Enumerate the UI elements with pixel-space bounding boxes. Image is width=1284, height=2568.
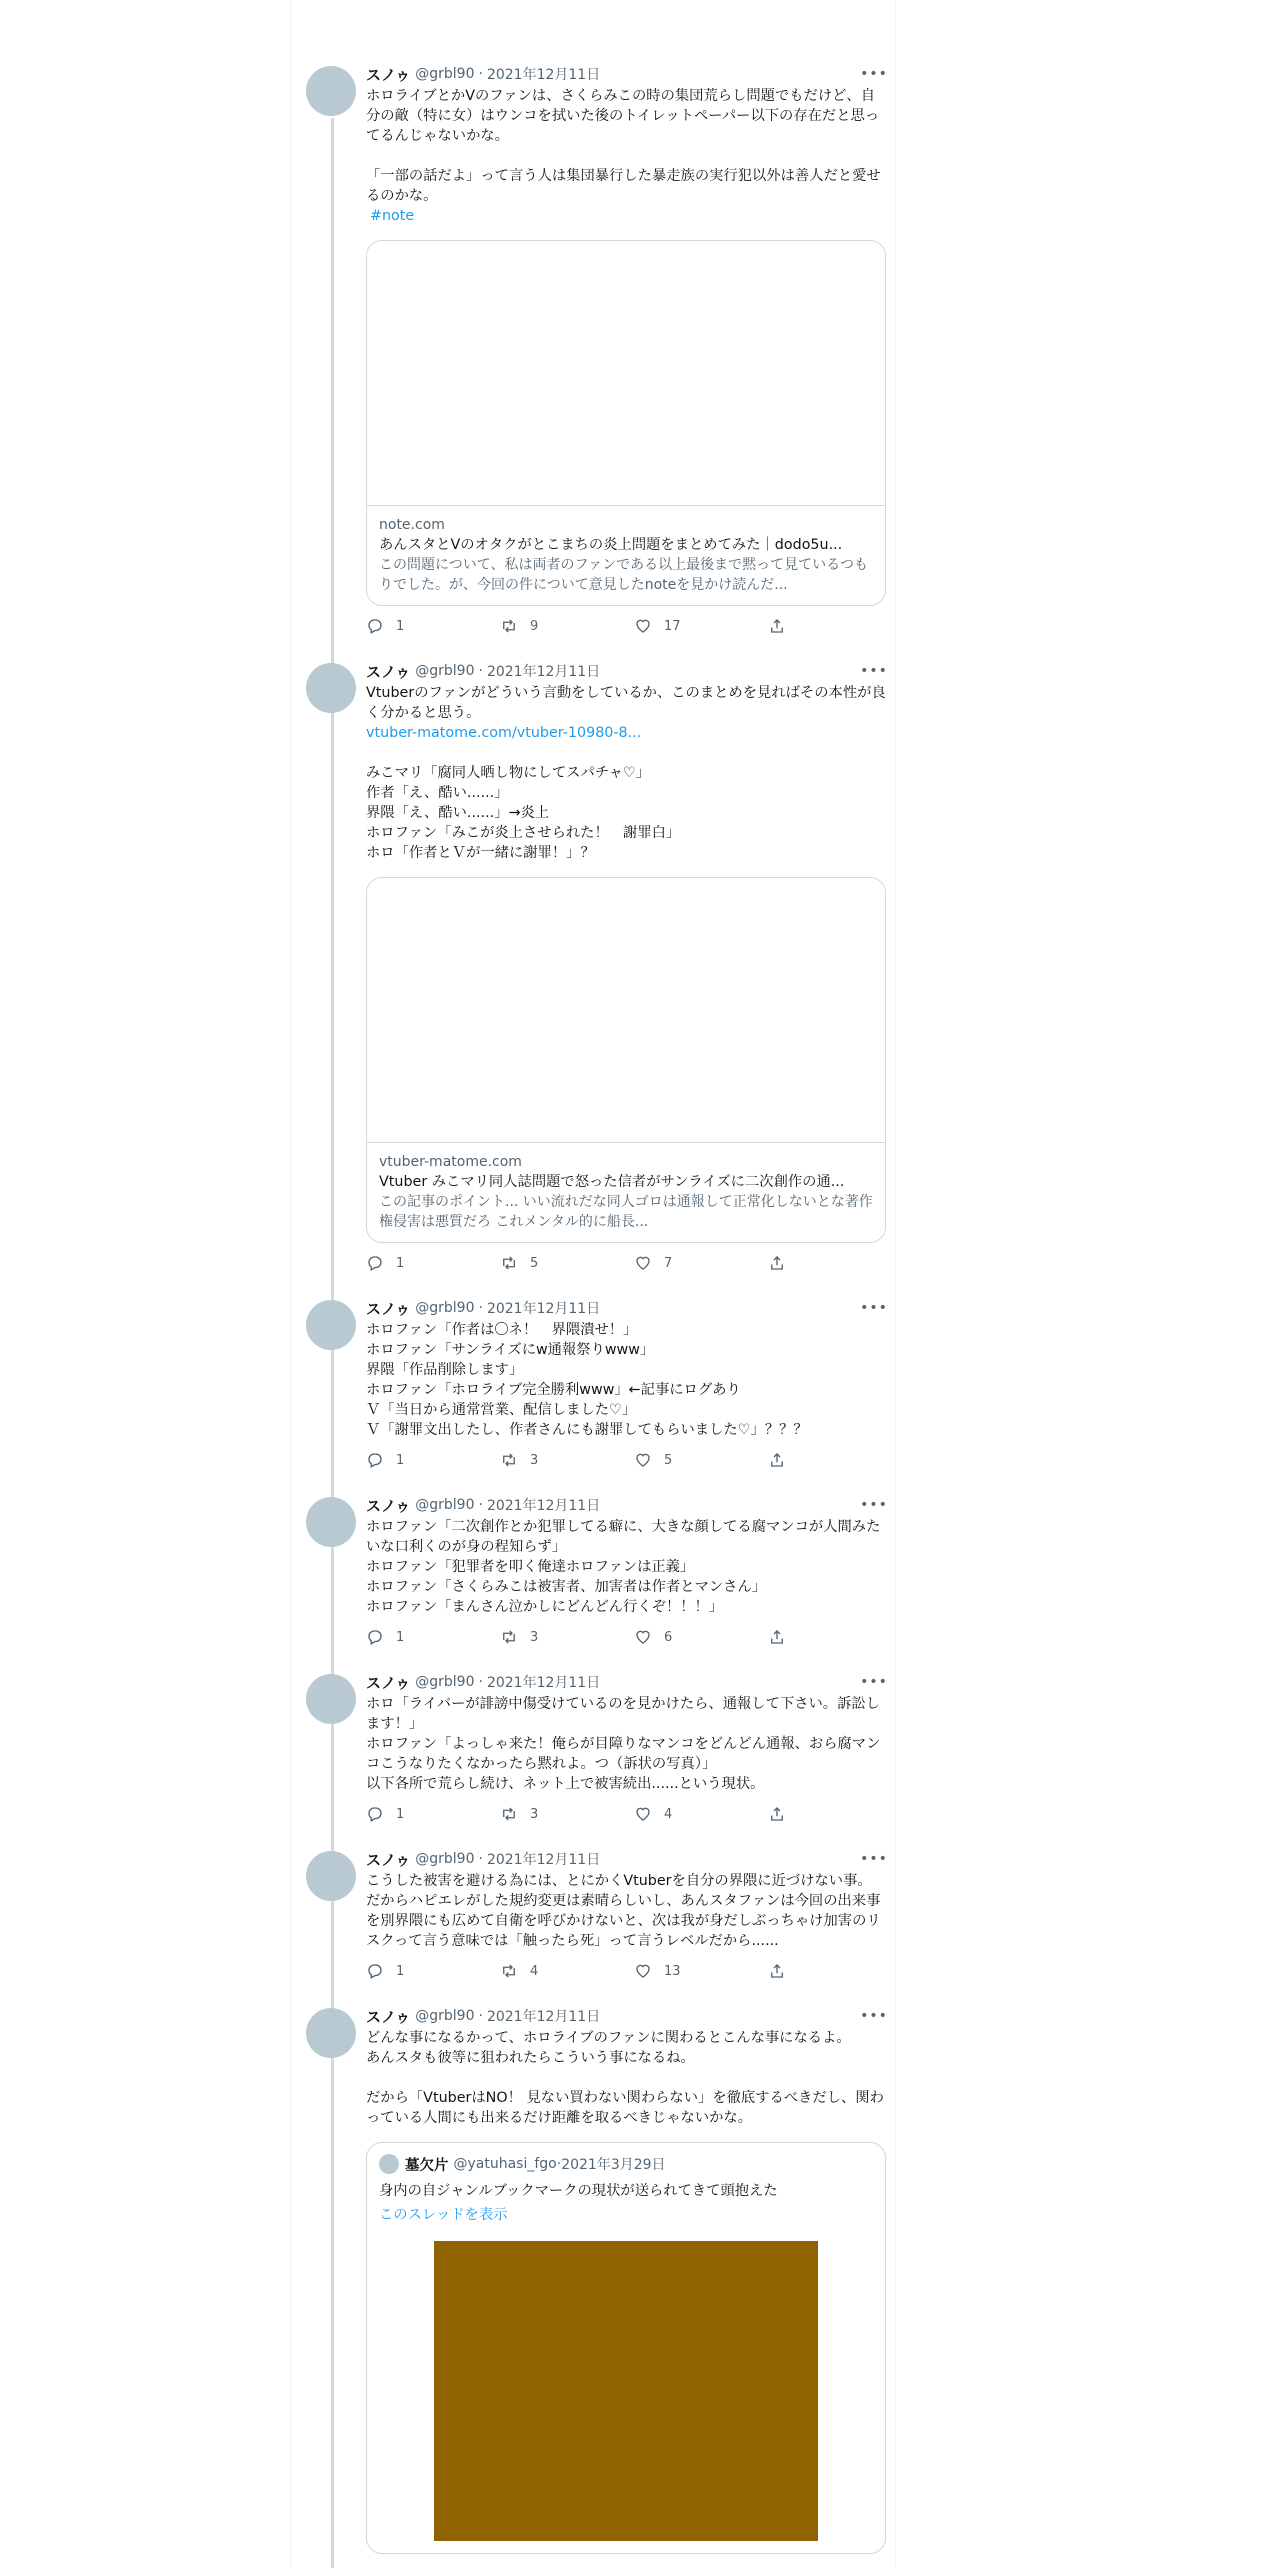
retweet-button[interactable] bbox=[500, 1962, 634, 1980]
retweet-count: 4 bbox=[530, 1963, 539, 1979]
tweet[interactable] bbox=[306, 1847, 886, 1981]
tweet-header bbox=[366, 1847, 886, 1871]
timeline-border-left bbox=[290, 0, 291, 2568]
like-count: 4 bbox=[664, 1806, 673, 1822]
timeline-border-right bbox=[895, 0, 896, 2568]
reply-button[interactable] bbox=[366, 617, 500, 635]
like-button[interactable] bbox=[634, 1805, 768, 1823]
tweet-date[interactable]: 2021年12月11日 bbox=[486, 67, 601, 83]
share-icon bbox=[768, 1628, 786, 1646]
retweet-icon bbox=[500, 1805, 518, 1823]
avatar[interactable] bbox=[306, 2008, 356, 2058]
reply-count: 1 bbox=[396, 1255, 405, 1271]
card-description: この記事のポイント... いい流れだな同人ゴロは通報して正常化しないとな著作権侵害は悪質だろ これメンタル的に船長... bbox=[379, 1194, 873, 1230]
heart-icon bbox=[634, 1962, 652, 1980]
link-card[interactable] bbox=[366, 240, 886, 606]
reply-count: 1 bbox=[396, 1452, 405, 1468]
separator-dot: · bbox=[556, 2156, 562, 2172]
reply-icon bbox=[366, 1451, 384, 1469]
quoted-tweet-date: 2021年3月29日 bbox=[561, 2157, 666, 2173]
author-name[interactable]: スノゥ bbox=[366, 1850, 411, 1869]
tweet-date[interactable]: 2021年12月11日 bbox=[486, 664, 601, 680]
retweet-button[interactable] bbox=[500, 1628, 634, 1646]
url-link[interactable]: vtuber-matome.com/vtuber-10980-8... bbox=[366, 725, 642, 741]
like-count: 17 bbox=[664, 618, 681, 634]
share-button[interactable] bbox=[768, 1451, 808, 1469]
tweet-date[interactable]: 2021年12月11日 bbox=[486, 1498, 601, 1514]
reply-button[interactable] bbox=[366, 1805, 500, 1823]
tweet-actions bbox=[366, 1627, 886, 1647]
tweet[interactable] bbox=[306, 2004, 886, 2554]
heart-icon bbox=[634, 1628, 652, 1646]
share-icon bbox=[768, 1962, 786, 1980]
show-thread-link[interactable]: このスレッドを表示 bbox=[379, 2207, 508, 2223]
share-icon bbox=[768, 617, 786, 635]
like-button[interactable] bbox=[634, 1254, 768, 1272]
separator-dot: · bbox=[478, 1497, 483, 1513]
like-button[interactable] bbox=[634, 617, 768, 635]
quoted-tweet[interactable] bbox=[366, 2142, 886, 2554]
tweet-text: ホロライブとかVのファンは、さくらみこの時の集団荒らし問題でもだけど、自分の敵（特に女）はウンコを拭いた後のトイレットペーパー以下の存在だと思ってるんじゃないかな。 「一部の話だよ」って言う人は集団暴行した暴走族の実行犯以外は善人だと愛せるのかな。 bbox=[366, 88, 881, 204]
reply-icon bbox=[366, 1805, 384, 1823]
author-handle[interactable]: @grbl90 bbox=[415, 1497, 475, 1513]
tweet[interactable] bbox=[306, 1296, 886, 1470]
like-count: 6 bbox=[664, 1629, 673, 1645]
tweet-date[interactable]: 2021年12月11日 bbox=[486, 1852, 601, 1868]
like-count: 7 bbox=[664, 1255, 673, 1271]
reply-button[interactable] bbox=[366, 1254, 500, 1272]
retweet-button[interactable] bbox=[500, 1805, 634, 1823]
card-image bbox=[367, 878, 885, 1143]
card-description: この問題について、私は両者のファンである以上最後まで黙って見ているつもりでした。が、今回の件について意見したnoteを見かけ読んだ... bbox=[379, 557, 869, 593]
share-button[interactable] bbox=[768, 617, 808, 635]
tweet-text: どんな事になるかって、ホロライブのファンに関わるとこんな事になるよ。 あんスタも彼等に狙われたらこういう事になるね。 だから「VtuberはNO！ 見ない買わない関わらない」を徹底するべきだし、関わっている人間にも出来るだけ距離を取るべきじゃないかな。 bbox=[366, 2030, 884, 2126]
tweet-text: ホロファン「二次創作とか犯罪してる癖に、大きな顔してる腐マンコが人間みたいな口利くのが身の程知らず」 ホロファン「犯罪者を叩く俺達ホロファンは正義」 ホロファン「さくらみこは被害者、加害者は作者とマンさん」 ホロファン「まんさん泣かしにどんどん行くぞ！！！」 bbox=[366, 1519, 881, 1615]
retweet-button[interactable] bbox=[500, 1254, 634, 1272]
tweet-text: ホロ「ライバーが誹謗中傷受けているのを見かけたら、通報して下さい。訴訟します！」 ホロファン「よっしゃ来た！俺らが目障りなマンコをどんどん通報、おら腐マンコこうなりたくなかったら黙れよ。つ（訴状の写真）」 以下各所で荒らし続け、ネット上で被害続出......という現状。 bbox=[366, 1696, 881, 1792]
card-title: あんスタとVのオタクがとこまちの炎上問題をまとめてみた｜dodo5u... bbox=[379, 537, 843, 553]
share-button[interactable] bbox=[768, 1254, 808, 1272]
tweet-actions bbox=[366, 1253, 886, 1273]
more-icon[interactable]: ••• bbox=[860, 1497, 888, 1513]
tweet-header bbox=[366, 659, 886, 683]
reply-icon bbox=[366, 617, 384, 635]
tweet-actions bbox=[366, 1961, 886, 1981]
more-icon[interactable]: ••• bbox=[860, 66, 888, 82]
author-name[interactable]: スノゥ bbox=[366, 2007, 411, 2026]
share-button[interactable] bbox=[768, 1805, 808, 1823]
quoted-avatar bbox=[379, 2154, 399, 2174]
author-handle[interactable]: @grbl90 bbox=[415, 2008, 475, 2024]
retweet-count: 3 bbox=[530, 1806, 539, 1822]
retweet-count: 3 bbox=[530, 1629, 539, 1645]
tweet-header bbox=[366, 1296, 886, 1320]
retweet-icon bbox=[500, 1254, 518, 1272]
tweet-text: Vtuberのファンがどういう言動をしているか、このまとめを見ればその本性が良く分かると思う。 bbox=[366, 685, 886, 721]
avatar[interactable] bbox=[306, 1674, 356, 1724]
share-button[interactable] bbox=[768, 1962, 808, 1980]
retweet-icon bbox=[500, 1451, 518, 1469]
author-handle[interactable]: @grbl90 bbox=[415, 1674, 475, 1690]
tweet-header bbox=[366, 62, 886, 86]
more-icon[interactable]: ••• bbox=[860, 663, 888, 679]
reply-count: 1 bbox=[396, 1963, 405, 1979]
tweet[interactable] bbox=[306, 1670, 886, 1824]
card-title: Vtuber みこマリ同人誌問題で怒った信者がサンライズに二次創作の通... bbox=[379, 1174, 845, 1190]
share-icon bbox=[768, 1451, 786, 1469]
retweet-count: 5 bbox=[530, 1255, 539, 1271]
quoted-tweet-header bbox=[379, 2153, 873, 2175]
more-icon[interactable]: ••• bbox=[860, 1851, 888, 1867]
tweet[interactable] bbox=[306, 1493, 886, 1647]
separator-dot: · bbox=[478, 1674, 483, 1690]
reply-count: 1 bbox=[396, 1806, 405, 1822]
tweet-actions bbox=[366, 1450, 886, 1470]
tweet-text-continued: みこマリ「腐同人晒し物にしてスパチャ♡」 作者「え、酷い......」 界隈「え、酷い......」→炎上 ホロファン「みこが炎上させられた！ 謝罪白」 ホロ「作者とＶが一緒に謝罪！」？ bbox=[366, 765, 681, 861]
card-image bbox=[367, 241, 885, 506]
tweet-date[interactable]: 2021年12月11日 bbox=[486, 1301, 601, 1317]
more-icon[interactable]: ••• bbox=[860, 2008, 888, 2024]
share-icon bbox=[768, 1805, 786, 1823]
tweet-actions bbox=[366, 616, 886, 636]
more-icon[interactable]: ••• bbox=[860, 1674, 888, 1690]
tweet-date[interactable]: 2021年12月11日 bbox=[486, 1675, 601, 1691]
retweet-button[interactable] bbox=[500, 617, 634, 635]
heart-icon bbox=[634, 617, 652, 635]
separator-dot: · bbox=[478, 663, 483, 679]
quoted-tweet-image[interactable] bbox=[434, 2241, 818, 2541]
retweet-count: 3 bbox=[530, 1452, 539, 1468]
tweet-actions bbox=[366, 1804, 886, 1824]
author-name[interactable]: スノゥ bbox=[366, 662, 411, 681]
avatar[interactable] bbox=[306, 66, 356, 116]
heart-icon bbox=[634, 1451, 652, 1469]
reply-button[interactable] bbox=[366, 1451, 500, 1469]
author-handle[interactable]: @grbl90 bbox=[415, 663, 475, 679]
like-count: 5 bbox=[664, 1452, 673, 1468]
like-button[interactable] bbox=[634, 1962, 768, 1980]
author-handle[interactable]: @grbl90 bbox=[415, 66, 475, 82]
tweet[interactable] bbox=[306, 62, 886, 636]
retweet-button[interactable] bbox=[500, 1451, 634, 1469]
reply-icon bbox=[366, 1962, 384, 1980]
like-button[interactable] bbox=[634, 1451, 768, 1469]
tweet-text: ホロファン「作者は〇ネ！ 界隈潰せ！」 ホロファン「サンライズにw通報祭りwww」 界隈「作品削除します」 ホロファン「ホロライブ完全勝利www」←記事にログあり Ｖ「当日から通常営業、配信しました♡」 Ｖ「謝罪文出したし、作者さんにも謝罪してもらいました♡」？？？ bbox=[366, 1322, 808, 1438]
author-handle[interactable]: @grbl90 bbox=[415, 1300, 475, 1316]
author-name[interactable]: スノゥ bbox=[366, 65, 411, 84]
retweet-icon bbox=[500, 617, 518, 635]
heart-icon bbox=[634, 1254, 652, 1272]
retweet-icon bbox=[500, 1628, 518, 1646]
heart-icon bbox=[634, 1805, 652, 1823]
avatar[interactable] bbox=[306, 1497, 356, 1547]
tweet-date[interactable]: 2021年12月11日 bbox=[486, 2009, 601, 2025]
tweet-header bbox=[366, 1493, 886, 1517]
quoted-author-name: 墓欠片 bbox=[405, 2157, 449, 2174]
reply-count: 1 bbox=[396, 1629, 405, 1645]
card-domain: vtuber-matome.com bbox=[379, 1154, 522, 1170]
reply-icon bbox=[366, 1628, 384, 1646]
like-button[interactable] bbox=[634, 1628, 768, 1646]
tweet-text: こうした被害を避ける為には、とにかくVtuberを自分の界隈に近づけない事。 だからハピエレがした規約変更は素晴らしいし、あんスタファンは今回の出来事を別界隈にも広めて自衛を呼びかけないと、次は我が身だしぶっちゃけ加害のリスクって言う意味では「触ったら死」って言うレベルだから...... bbox=[366, 1873, 881, 1949]
tweet[interactable] bbox=[306, 659, 886, 1273]
avatar[interactable] bbox=[306, 1851, 356, 1901]
share-button[interactable] bbox=[768, 1628, 808, 1646]
author-name[interactable]: スノゥ bbox=[366, 1673, 411, 1692]
tweet-thread bbox=[306, 62, 886, 2554]
quoted-tweet-text: 身内の自ジャンルブックマークの現状が送られてきて頭抱えた bbox=[379, 2183, 778, 2199]
link-card[interactable] bbox=[366, 877, 886, 1243]
more-icon[interactable]: ••• bbox=[860, 1300, 888, 1316]
like-count: 13 bbox=[664, 1963, 681, 1979]
reply-button[interactable] bbox=[366, 1628, 500, 1646]
share-icon bbox=[768, 1254, 786, 1272]
author-handle[interactable]: @grbl90 bbox=[415, 1851, 475, 1867]
retweet-icon bbox=[500, 1962, 518, 1980]
tweet-header bbox=[366, 1670, 886, 1694]
tweet-header bbox=[366, 2004, 886, 2028]
avatar[interactable] bbox=[306, 663, 356, 713]
separator-dot: · bbox=[478, 1851, 483, 1867]
avatar[interactable] bbox=[306, 1300, 356, 1350]
separator-dot: · bbox=[478, 66, 483, 82]
author-name[interactable]: スノゥ bbox=[366, 1299, 411, 1318]
retweet-count: 9 bbox=[530, 618, 539, 634]
reply-icon bbox=[366, 1254, 384, 1272]
quoted-author-handle: @yatuhasi_fgo bbox=[453, 2156, 557, 2172]
card-domain: note.com bbox=[379, 517, 445, 533]
separator-dot: · bbox=[478, 2008, 483, 2024]
reply-count: 1 bbox=[396, 618, 405, 634]
hashtag-link[interactable]: #note bbox=[370, 208, 415, 224]
reply-button[interactable] bbox=[366, 1962, 500, 1980]
separator-dot: · bbox=[478, 1300, 483, 1316]
author-name[interactable]: スノゥ bbox=[366, 1496, 411, 1515]
